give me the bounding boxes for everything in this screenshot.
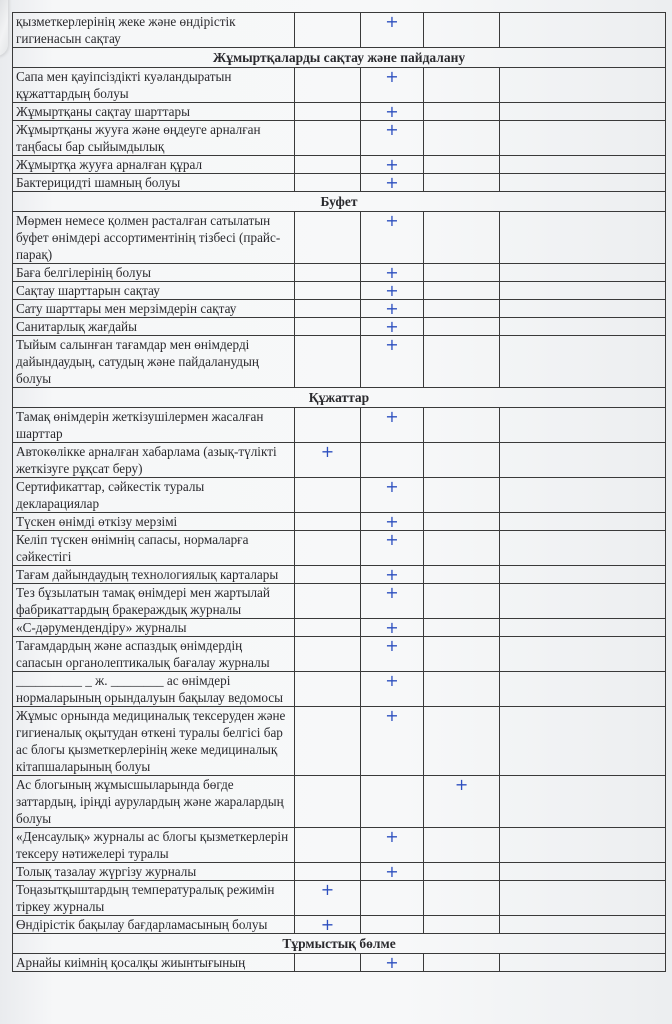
- check-cell-col-3: [423, 478, 500, 513]
- checklist-item-text: Арнайы киімнің қосалқы жиынтығының: [13, 954, 295, 972]
- check-cell-col-1: +: [294, 916, 361, 934]
- checklist-body: [13, 13, 666, 972]
- checklist-item-text: Сертификаттар, сәйкестік туралы декларациялар: [13, 478, 295, 513]
- table-row: [13, 478, 666, 513]
- section-header-row: [13, 192, 666, 212]
- check-cell-col-3: [423, 68, 500, 103]
- check-cell-col-3: [423, 672, 500, 707]
- check-cell-col-4: [500, 637, 666, 672]
- table-row: [13, 13, 666, 48]
- table-row: [13, 282, 666, 300]
- check-cell-col-2: [361, 776, 424, 828]
- table-row: [13, 300, 666, 318]
- checklist-item-text: Жұмыртқаны жууға және өңдеуге арналған таңбасы бар сыйымдылық: [13, 121, 295, 156]
- check-cell-col-2: +: [361, 584, 424, 619]
- check-cell-col-1: [294, 672, 361, 707]
- check-cell-col-4: [500, 68, 666, 103]
- checklist-item-text: Баға белгілерінің болуы: [13, 264, 295, 282]
- check-cell-col-4: [500, 300, 666, 318]
- check-cell-col-4: [500, 478, 666, 513]
- check-cell-col-4: [500, 566, 666, 584]
- checklist-item-text: Мөрмен немесе қолмен расталған сатылатын буфет өнімдері ассортиментінің тізбесі (прайс-парақ): [13, 212, 295, 264]
- check-cell-col-3: [423, 531, 500, 566]
- check-cell-col-1: [294, 336, 361, 388]
- check-cell-col-4: [500, 863, 666, 881]
- check-cell-col-1: [294, 121, 361, 156]
- check-cell-col-2: [361, 881, 424, 916]
- check-cell-col-2: +: [361, 954, 424, 972]
- table-row: [13, 707, 666, 776]
- table-row: [13, 103, 666, 121]
- section-header-row: [13, 934, 666, 954]
- checklist-item-text: қызметкерлерінің жеке және өндірістік гигиенасын сақтау: [13, 13, 295, 48]
- check-cell-col-3: [423, 863, 500, 881]
- check-cell-col-1: [294, 707, 361, 776]
- checklist-item-text: Ас блогының жұмысшыларында бөгде заттардың, іріңді аурулардың және жаралардың болуы: [13, 776, 295, 828]
- check-cell-col-4: [500, 776, 666, 828]
- check-cell-col-2: +: [361, 282, 424, 300]
- check-cell-col-1: [294, 478, 361, 513]
- check-cell-col-4: [500, 156, 666, 174]
- check-cell-col-4: [500, 282, 666, 300]
- check-cell-col-4: [500, 584, 666, 619]
- table-row: [13, 531, 666, 566]
- checklist-item-text: Санитарлық жағдайы: [13, 318, 295, 336]
- checklist-item-text: Тез бұзылатын тамақ өнімдері мен жартылай фабрикаттардың бракераждық журналы: [13, 584, 295, 619]
- check-cell-col-4: [500, 828, 666, 863]
- check-cell-col-3: [423, 336, 500, 388]
- checklist-item-text: «Денсаулық» журналы ас блогы қызметкерлерін тексеру нәтижелері туралы: [13, 828, 295, 863]
- check-cell-col-4: [500, 103, 666, 121]
- table-row: [13, 443, 666, 478]
- check-cell-col-3: [423, 619, 500, 637]
- check-cell-col-1: [294, 103, 361, 121]
- check-cell-col-2: +: [361, 672, 424, 707]
- check-cell-col-2: [361, 916, 424, 934]
- check-cell-col-2: +: [361, 318, 424, 336]
- check-cell-col-3: [423, 318, 500, 336]
- table-row: [13, 584, 666, 619]
- check-cell-col-2: +: [361, 300, 424, 318]
- check-cell-col-1: [294, 212, 361, 264]
- check-cell-col-2: +: [361, 68, 424, 103]
- check-cell-col-4: [500, 881, 666, 916]
- checklist-item-text: Толық тазалау жүргізу журналы: [13, 863, 295, 881]
- table-row: [13, 881, 666, 916]
- check-cell-col-4: [500, 408, 666, 443]
- table-row: [13, 672, 666, 707]
- check-cell-col-2: +: [361, 336, 424, 388]
- check-cell-col-4: [500, 336, 666, 388]
- check-cell-col-1: [294, 566, 361, 584]
- check-cell-col-3: [423, 954, 500, 972]
- check-cell-col-2: +: [361, 156, 424, 174]
- check-cell-col-1: [294, 68, 361, 103]
- table-row: [13, 318, 666, 336]
- check-cell-col-4: [500, 954, 666, 972]
- checklist-item-text: Жұмыртқаны сақтау шарттары: [13, 103, 295, 121]
- check-cell-col-4: [500, 531, 666, 566]
- checklist-item-text: Сату шарттары мен мерзімдерін сақтау: [13, 300, 295, 318]
- check-cell-col-2: +: [361, 264, 424, 282]
- table-row: [13, 637, 666, 672]
- table-row: [13, 954, 666, 972]
- table-row: [13, 916, 666, 934]
- checklist-item-text: Сақтау шарттарын сақтау: [13, 282, 295, 300]
- check-cell-col-4: [500, 672, 666, 707]
- check-cell-col-2: +: [361, 513, 424, 531]
- table-row: [13, 156, 666, 174]
- check-cell-col-1: [294, 174, 361, 192]
- check-cell-col-4: [500, 264, 666, 282]
- checklist-item-text: Өндірістік бақылау бағдарламасының болуы: [13, 916, 295, 934]
- check-cell-col-3: [423, 174, 500, 192]
- section-title: Құжаттар: [13, 388, 666, 408]
- table-row: [13, 68, 666, 103]
- table-row: [13, 619, 666, 637]
- section-header-row: [13, 388, 666, 408]
- check-cell-col-3: [423, 443, 500, 478]
- page-curl: [0, 0, 8, 56]
- checklist-item-text: Тағамдардың және аспаздық өнімдердің сапасын органолептикалық бағалау журналы: [13, 637, 295, 672]
- check-cell-col-3: [423, 513, 500, 531]
- check-cell-col-3: [423, 916, 500, 934]
- check-cell-col-3: [423, 828, 500, 863]
- check-cell-col-3: [423, 13, 500, 48]
- section-title: Буфет: [13, 192, 666, 212]
- check-cell-col-3: [423, 707, 500, 776]
- check-cell-col-1: [294, 13, 361, 48]
- table-row: [13, 513, 666, 531]
- check-cell-col-4: [500, 513, 666, 531]
- check-cell-col-1: [294, 954, 361, 972]
- check-cell-col-3: [423, 408, 500, 443]
- checklist-item-text: Жұмыртқа жууға арналған құрал: [13, 156, 295, 174]
- table-row: [13, 408, 666, 443]
- section-title: Жұмыртқаларды сақтау және пайдалану: [13, 48, 666, 68]
- checklist-item-text: __________ _ ж. ________ ас өнімдері нормаларының орындалуын бақылау ведомосы: [13, 672, 295, 707]
- checklist-item-text: Автокөлікке арналған хабарлама (азық-түлікті жеткізуге рұқсат беру): [13, 443, 295, 478]
- check-cell-col-1: [294, 300, 361, 318]
- check-cell-col-2: +: [361, 13, 424, 48]
- check-cell-col-4: [500, 318, 666, 336]
- check-cell-col-1: [294, 828, 361, 863]
- checklist-item-text: Тоңазытқыштардың температуралық режимін тіркеу журналы: [13, 881, 295, 916]
- check-cell-col-3: [423, 300, 500, 318]
- table-row: [13, 212, 666, 264]
- checklist-item-text: Жұмыс орнында медициналық тексеруден және гигиеналық оқытудан өткені туралы белгісі бар ас блогы қызметкерлерінің жеке медициналық кітапшаларының болуы: [13, 707, 295, 776]
- check-cell-col-1: [294, 282, 361, 300]
- check-cell-col-4: [500, 13, 666, 48]
- checklist-item-text: Тағам дайындаудың технологиялық карталары: [13, 566, 295, 584]
- check-cell-col-1: [294, 264, 361, 282]
- check-cell-col-1: [294, 513, 361, 531]
- checklist-item-text: Бактерицидті шамның болуы: [13, 174, 295, 192]
- check-cell-col-3: [423, 282, 500, 300]
- checklist-item-text: Келіп түскен өнімнің сапасы, нормаларға сәйкестігі: [13, 531, 295, 566]
- check-cell-col-1: [294, 584, 361, 619]
- check-cell-col-4: [500, 121, 666, 156]
- check-cell-col-1: +: [294, 881, 361, 916]
- checklist-table: [12, 12, 666, 972]
- table-row: [13, 336, 666, 388]
- check-cell-col-2: +: [361, 531, 424, 566]
- check-cell-col-1: [294, 776, 361, 828]
- check-cell-col-3: [423, 566, 500, 584]
- check-cell-col-2: +: [361, 619, 424, 637]
- checklist-item-text: Тыйым салынған тағамдар мен өнімдерді дайындаудың, сатудың және пайдаланудың болуы: [13, 336, 295, 388]
- section-header-row: [13, 48, 666, 68]
- check-cell-col-2: +: [361, 174, 424, 192]
- checklist-item-text: Түскен өнімді өткізу мерзімі: [13, 513, 295, 531]
- table-row: [13, 828, 666, 863]
- section-title: Тұрмыстық бөлме: [13, 934, 666, 954]
- check-cell-col-1: [294, 531, 361, 566]
- check-cell-col-2: +: [361, 121, 424, 156]
- check-cell-col-1: [294, 408, 361, 443]
- check-cell-col-4: [500, 916, 666, 934]
- checklist-item-text: Тамақ өнімдерін жеткізушілермен жасалған шарттар: [13, 408, 295, 443]
- check-cell-col-3: [423, 584, 500, 619]
- table-row: [13, 121, 666, 156]
- check-cell-col-2: [361, 443, 424, 478]
- check-cell-col-1: [294, 156, 361, 174]
- check-cell-col-2: +: [361, 478, 424, 513]
- table-row: [13, 566, 666, 584]
- check-cell-col-2: +: [361, 707, 424, 776]
- check-cell-col-2: +: [361, 103, 424, 121]
- check-cell-col-2: +: [361, 863, 424, 881]
- check-cell-col-3: +: [423, 776, 500, 828]
- check-cell-col-1: +: [294, 443, 361, 478]
- check-cell-col-2: +: [361, 566, 424, 584]
- check-cell-col-1: [294, 619, 361, 637]
- check-cell-col-4: [500, 212, 666, 264]
- check-cell-col-3: [423, 103, 500, 121]
- table-row: [13, 776, 666, 828]
- check-cell-col-4: [500, 707, 666, 776]
- table-row: [13, 863, 666, 881]
- check-cell-col-2: +: [361, 408, 424, 443]
- table-row: [13, 174, 666, 192]
- check-cell-col-4: [500, 174, 666, 192]
- check-cell-col-2: +: [361, 828, 424, 863]
- table-row: [13, 264, 666, 282]
- check-cell-col-4: [500, 443, 666, 478]
- check-cell-col-3: [423, 212, 500, 264]
- check-cell-col-3: [423, 264, 500, 282]
- check-cell-col-3: [423, 121, 500, 156]
- check-cell-col-2: +: [361, 212, 424, 264]
- check-cell-col-3: [423, 881, 500, 916]
- check-cell-col-3: [423, 637, 500, 672]
- check-cell-col-1: [294, 637, 361, 672]
- check-cell-col-2: +: [361, 637, 424, 672]
- check-cell-col-3: [423, 156, 500, 174]
- check-cell-col-4: [500, 619, 666, 637]
- check-cell-col-1: [294, 863, 361, 881]
- checklist-item-text: Сапа мен қауіпсіздікті куәландыратын құжаттардың болуы: [13, 68, 295, 103]
- checklist-item-text: «С-дәрумендендіру» журналы: [13, 619, 295, 637]
- check-cell-col-1: [294, 318, 361, 336]
